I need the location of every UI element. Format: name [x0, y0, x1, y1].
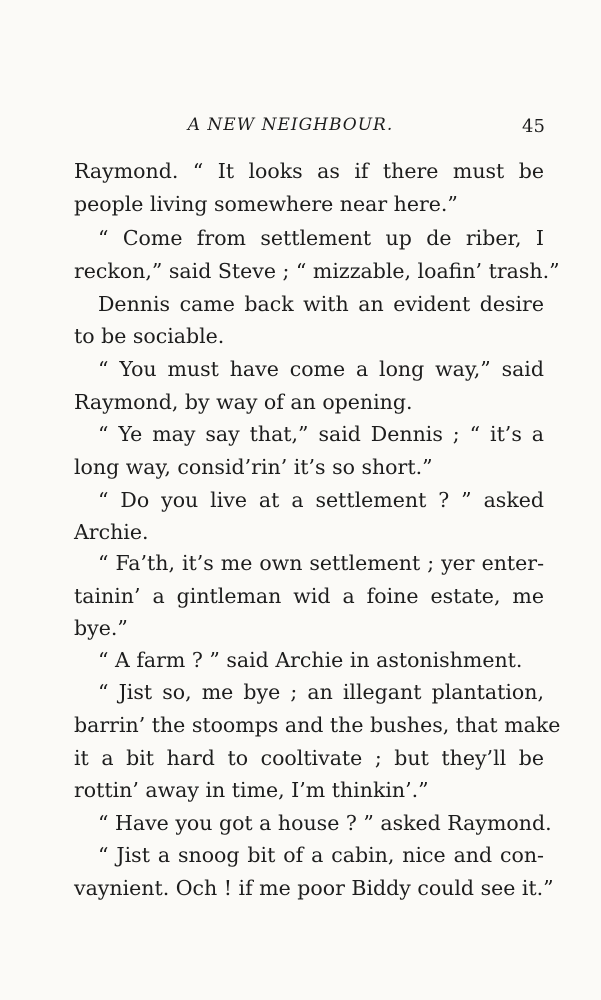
text-line: “ Fa’th, it’s me own settlement ; yer enter- [98, 551, 544, 575]
text-line: vaynient. Och ! if me poor Biddy could see it.” [74, 876, 554, 900]
text-line: “ You must have come a long way,” said [98, 357, 544, 381]
text-line: “ A farm ? ” said Archie in astonishment. [98, 648, 523, 672]
text-line: “ Come from settlement up de riber, I [98, 226, 544, 250]
text-line: Dennis came back with an evident desire [98, 292, 544, 316]
running-title: A NEW NEIGHBOUR. [187, 115, 394, 135]
text-line: it a bit hard to cooltivate ; but they’ll be [74, 746, 544, 770]
text-line: “ Do you live at a settlement ? ” asked [98, 488, 544, 512]
text-line: Archie. [74, 520, 149, 544]
text-line: reckon,” said Steve ; “ mizzable, loafin’ trash.” [74, 259, 560, 283]
text-line: “ Jist so, me bye ; an illegant plantation, [98, 680, 544, 704]
text-line: Raymond, by way of an opening. [74, 390, 413, 414]
text-line: to be sociable. [74, 324, 225, 348]
text-line: “ Ye may say that,” said Dennis ; “ it’s a [98, 422, 544, 446]
text-line: tainin’ a gintleman wid a foine estate, me [74, 584, 544, 608]
text-line: bye.” [74, 616, 128, 640]
text-line: “ Jist a snoog bit of a cabin, nice and con- [98, 843, 544, 867]
text-line: rottin’ away in time, I’m thinkin’.” [74, 778, 429, 802]
text-line: barrin’ the stoomps and the bushes, that make [74, 713, 561, 737]
text-line: long way, consid’rin’ it’s so short.” [74, 455, 433, 479]
page-number: 45 [522, 116, 545, 137]
text-line: people living somewhere near here.” [74, 192, 458, 216]
text-line: Raymond. “ It looks as if there must be [74, 159, 544, 183]
text-line: “ Have you got a house ? ” asked Raymond. [98, 811, 552, 835]
